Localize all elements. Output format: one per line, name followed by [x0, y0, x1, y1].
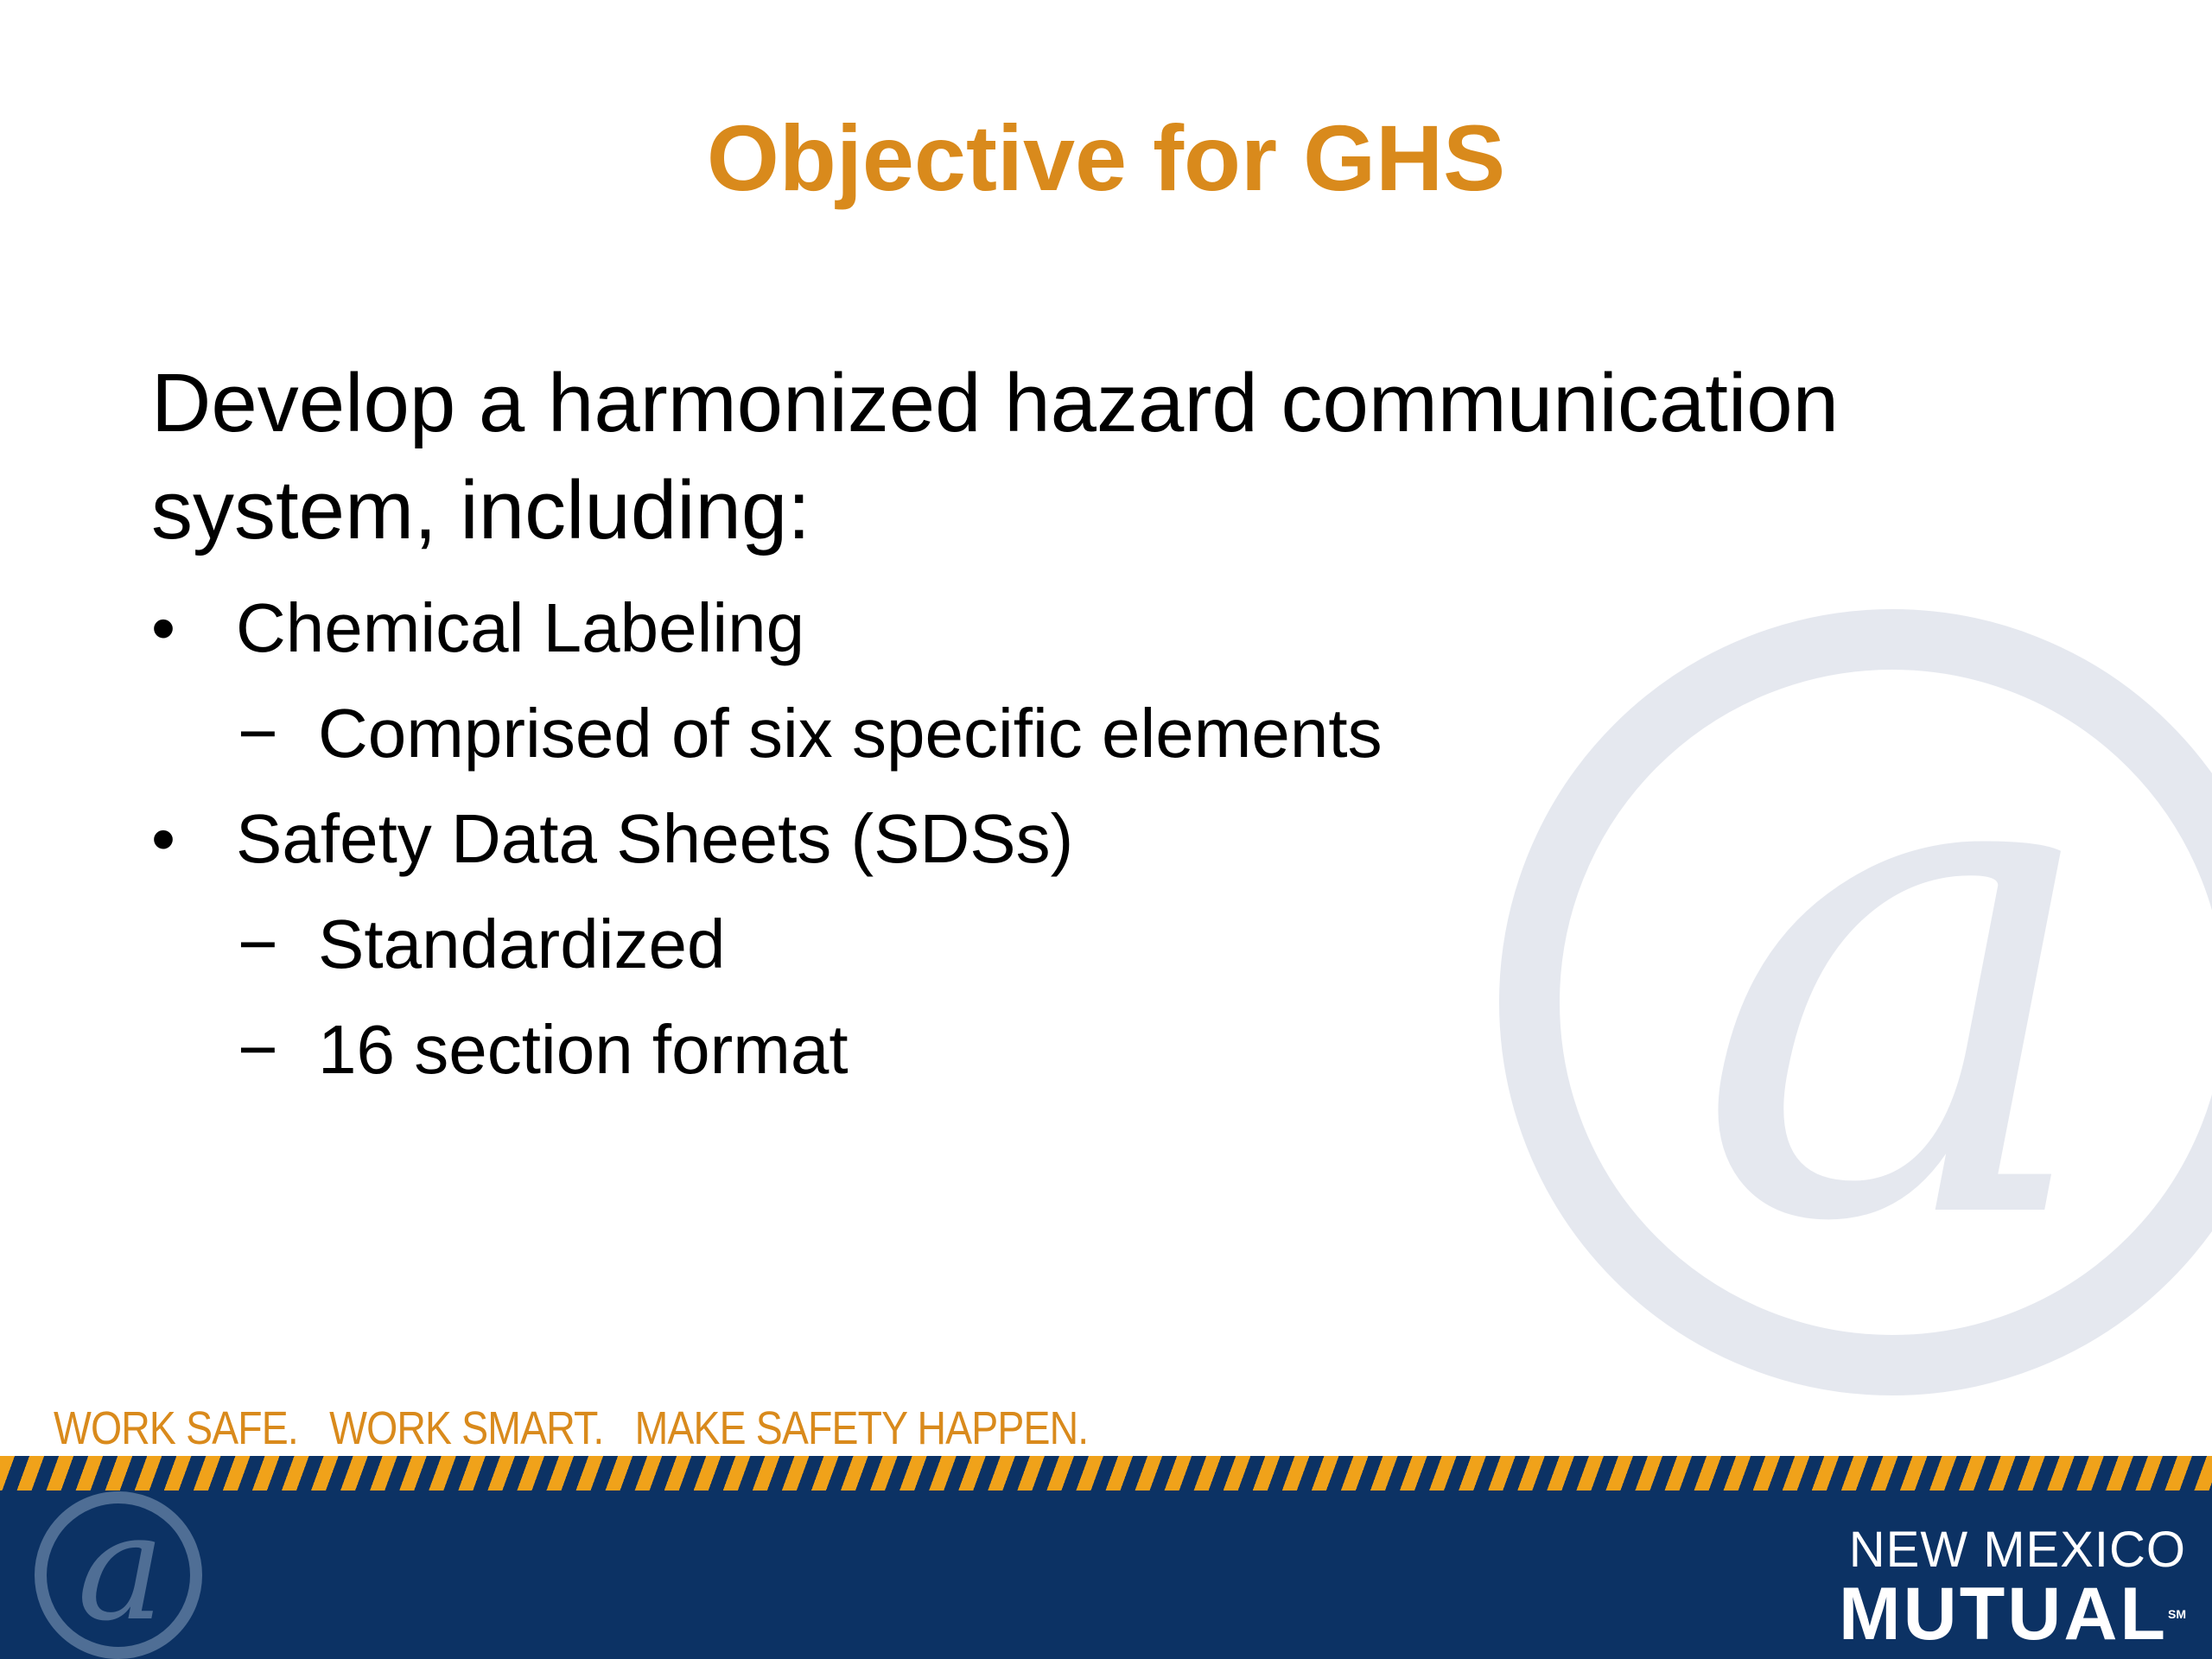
bullet-marker: • — [151, 800, 176, 877]
sub-bullet-item — [151, 692, 2095, 775]
dash-marker: − — [238, 695, 278, 772]
slide-body — [151, 350, 2095, 1091]
sub-bullet-text: Standardized — [318, 906, 726, 982]
logo-line-2 — [1838, 1573, 2186, 1656]
bullet-marker: • — [151, 589, 176, 666]
dash-marker: − — [238, 1011, 278, 1088]
slide-title: Objective for GHS — [706, 105, 1506, 210]
sub-bullet-item — [151, 903, 2095, 986]
svg-text:a: a — [77, 1489, 165, 1654]
bullet-text: Safety Data Sheets (SDSs) — [236, 800, 1074, 877]
service-mark: SM — [2168, 1607, 2186, 1621]
bullet-item — [151, 798, 2095, 880]
at-sign-icon — [19, 1489, 218, 1659]
sub-bullet-text: 16 section format — [318, 1011, 849, 1088]
sub-bullet-text: Comprised of six specific elements — [318, 695, 1382, 772]
logo-wordmark: MUTUAL — [1838, 1573, 2168, 1656]
sub-bullet-item — [151, 1008, 2095, 1091]
dash-marker: − — [238, 906, 278, 982]
svg-text:a: a — [1694, 588, 2107, 1373]
footer-band — [0, 1456, 2212, 1659]
bullet-item — [151, 587, 2095, 670]
hazard-stripes — [0, 1456, 2212, 1491]
logo-line-1: NEW MEXICO — [1848, 1522, 2186, 1578]
lead-text: Develop a harmonized hazard communication system, including: — [151, 357, 1840, 556]
company-logo — [1838, 1522, 2186, 1656]
bullet-text: Chemical Labeling — [236, 589, 805, 666]
footer-tagline: WORK SAFE. WORK SMART. MAKE SAFETY HAPPEN. — [54, 1402, 1089, 1454]
